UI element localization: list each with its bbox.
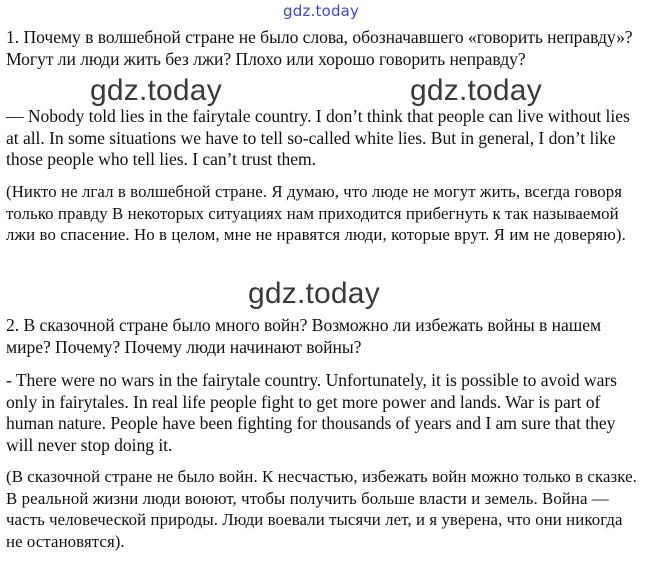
watermark-right: gdz.today [410,74,542,107]
watermark-top: gdz.today [283,2,360,20]
watermark-center: gdz.today [248,277,380,310]
question-2: 2. В сказочной стране было много войн? Возможно ли избежать войны в нашем мире? Почему? Почему люди начинают войны? [6,315,602,357]
translation-1: (Никто не лгал в волшебной стране. Я думаю, что люде не могут жить, всегда говоря только правду В некоторых ситуациях нам приходится прибегнуть к так называемой лжи во спасение. Но в целом, мне не нравятся люди, которые врут. Я им не доверяю). [6,182,626,245]
watermark-left: gdz.today [90,74,222,107]
answer-2: - There were no wars in the fairytale country. Unfortunately, it is possible to avoid wars only in fairytales. In real life people fight to get more power and lands. War is part of human nature. People have been fighting for thousands of years and I am sure that they will never stop doing it. [6,370,617,455]
answer-1: — Nobody told lies in the fairytale country. I don’t think that people can live without lies at all. In some situations we have to tell so-called white lies. But in general, I don’t like those people who tell lies. I can’t trust them. [6,106,630,169]
question-1: 1. Почему в волшебной стране не было слова, обозначавшего «говорить неправду»? Могут ли люди жить без лжи? Плохо или хорошо говорить неправду? [6,27,633,69]
translation-2: (В сказочной стране не было войн. К несчастью, избежать войн можно только в сказке. В реальной жизни люди воюют, чтобы получить больше власти и земель. Война — часть человеческой природы. Люди воевали тысячи лет, и я уверена, что они никогда не остановятся). [6,467,637,551]
